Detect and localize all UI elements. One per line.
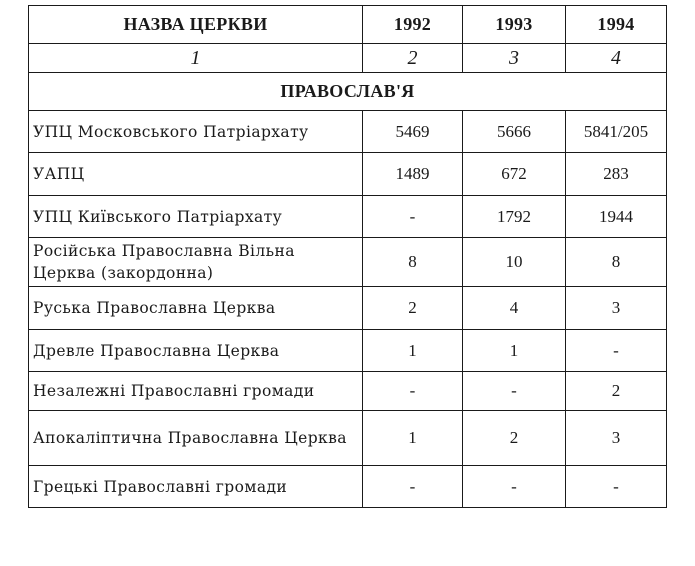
value-1992: 1 bbox=[363, 330, 463, 372]
value-1992: 5469 bbox=[363, 111, 463, 153]
table-row bbox=[29, 411, 667, 466]
church-name: УПЦ Київського Патріархату bbox=[29, 196, 363, 238]
value-1993: 4 bbox=[463, 287, 566, 330]
value-1994: - bbox=[566, 330, 667, 372]
column-index-row bbox=[29, 44, 667, 73]
header-year-1992: 1992 bbox=[363, 6, 463, 44]
church-name: Древле Православна Церква bbox=[29, 330, 363, 372]
value-1993: 5666 bbox=[463, 111, 566, 153]
value-1992: 8 bbox=[363, 238, 463, 287]
table-row bbox=[29, 196, 667, 238]
value-1992: 1489 bbox=[363, 153, 463, 196]
section-row bbox=[29, 73, 667, 111]
value-1994: 3 bbox=[566, 287, 667, 330]
column-index-3: 3 bbox=[463, 44, 566, 73]
value-1993: 2 bbox=[463, 411, 566, 466]
church-name: Руська Православна Церква bbox=[29, 287, 363, 330]
value-1992: - bbox=[363, 372, 463, 411]
church-name: Російська Православна Вільна Церква (закордонна) bbox=[29, 238, 363, 287]
header-church-name: НАЗВА ЦЕРКВИ bbox=[29, 6, 363, 44]
church-name: Незалежні Православні громади bbox=[29, 372, 363, 411]
church-statistics-table bbox=[28, 5, 667, 508]
column-index-2: 2 bbox=[363, 44, 463, 73]
church-name: Грецькі Православні громади bbox=[29, 466, 363, 508]
value-1993: - bbox=[463, 372, 566, 411]
church-name: УПЦ Московського Патріархату bbox=[29, 111, 363, 153]
value-1992: 2 bbox=[363, 287, 463, 330]
church-name: УАПЦ bbox=[29, 153, 363, 196]
value-1992: 1 bbox=[363, 411, 463, 466]
table-row bbox=[29, 330, 667, 372]
table-row bbox=[29, 238, 667, 287]
section-title: ПРАВОСЛАВ'Я bbox=[29, 73, 667, 111]
value-1994: 2 bbox=[566, 372, 667, 411]
value-1993: 672 bbox=[463, 153, 566, 196]
table-row bbox=[29, 153, 667, 196]
table-row bbox=[29, 287, 667, 330]
value-1993: - bbox=[463, 466, 566, 508]
table-row bbox=[29, 466, 667, 508]
value-1993: 1 bbox=[463, 330, 566, 372]
value-1993: 10 bbox=[463, 238, 566, 287]
value-1992: - bbox=[363, 196, 463, 238]
table-row bbox=[29, 372, 667, 411]
header-year-1994: 1994 bbox=[566, 6, 667, 44]
value-1994: 8 bbox=[566, 238, 667, 287]
value-1992: - bbox=[363, 466, 463, 508]
value-1994: 5841/205 bbox=[566, 111, 667, 153]
column-index-1: 1 bbox=[29, 44, 363, 73]
value-1994: 1944 bbox=[566, 196, 667, 238]
table-header-row bbox=[29, 6, 667, 44]
value-1994: - bbox=[566, 466, 667, 508]
column-index-4: 4 bbox=[566, 44, 667, 73]
value-1994: 283 bbox=[566, 153, 667, 196]
church-name: Апокаліптична Православна Церква bbox=[29, 411, 363, 466]
value-1994: 3 bbox=[566, 411, 667, 466]
value-1993: 1792 bbox=[463, 196, 566, 238]
header-year-1993: 1993 bbox=[463, 6, 566, 44]
table-row bbox=[29, 111, 667, 153]
